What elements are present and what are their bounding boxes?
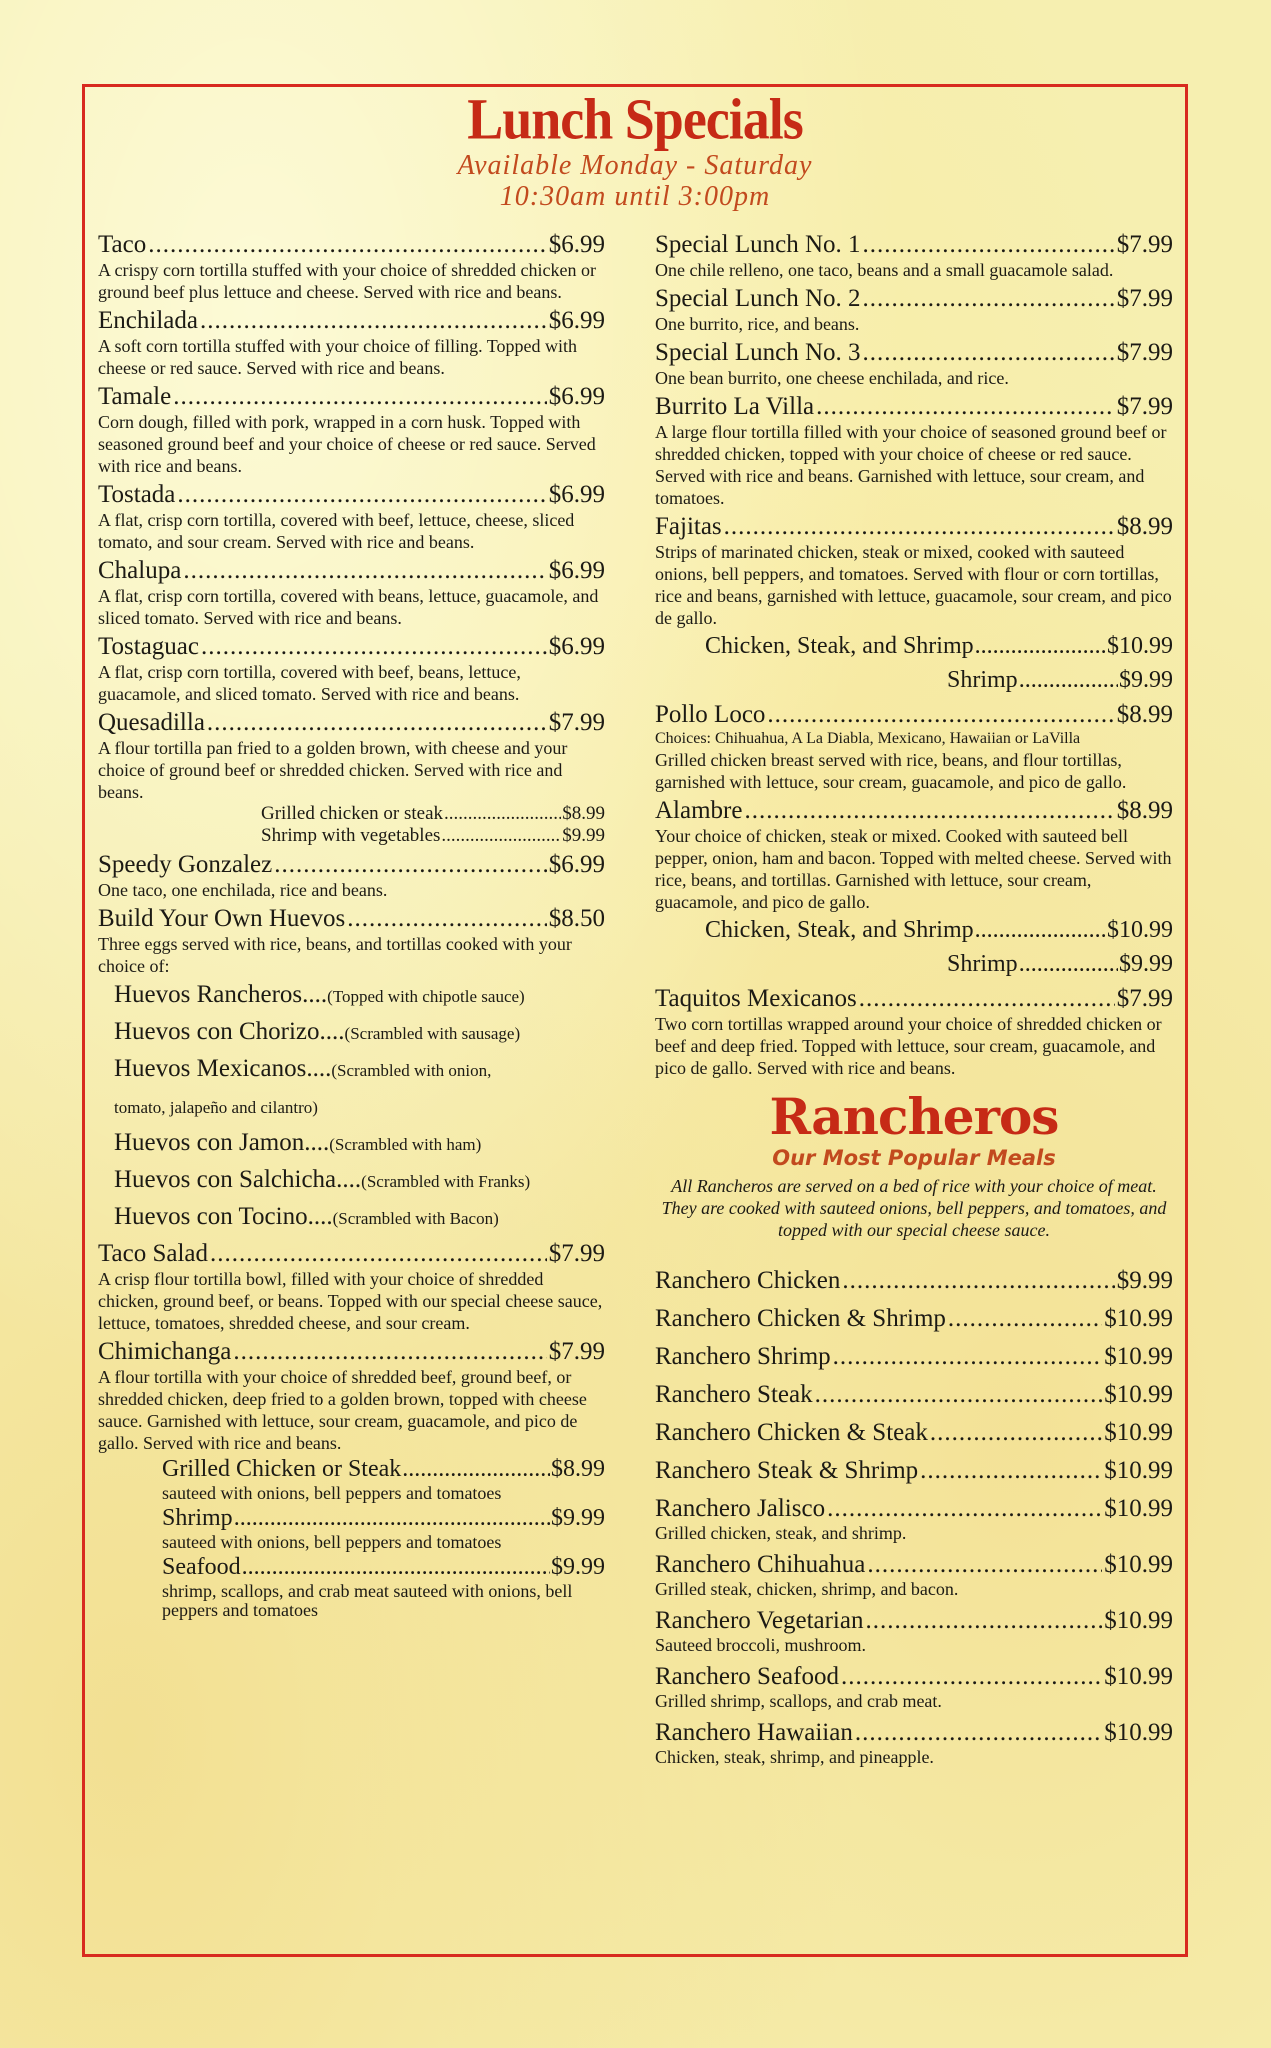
item-price: $10.99 (1104, 1719, 1173, 1746)
item-option (705, 629, 1173, 663)
item-name: Ranchero Chicken & Shrimp (655, 1305, 946, 1332)
ranchero-item (655, 1715, 1173, 1768)
item-option (162, 1503, 605, 1533)
item-price: $9.99 (1116, 1267, 1173, 1294)
menu-item (655, 284, 1173, 335)
huevos-option (114, 1088, 605, 1125)
item-description: Grilled chicken breast served with rice, beans, and flour tortillas, garnished with lettuce, sour cream, guacamole, and pico de gallo. (655, 750, 1127, 792)
item-description: Sauteed broccoli, mushroom. (655, 1635, 866, 1655)
item-name: Taco (98, 231, 147, 258)
item-description: One chile relleno, one taco, beans and a small guacamole salad. (655, 260, 1114, 280)
item-description: Corn dough, filled with pork, wrapped in a corn husk. Topped with seasoned ground beef and your choice of cheese or red sauce. Served with rice and beans. (98, 412, 596, 476)
option-price: $9.99 (1119, 951, 1173, 977)
item-price: $7.99 (1116, 393, 1173, 420)
item-price: $8.99 (1116, 797, 1173, 824)
item-name: Pollo Loco (655, 701, 766, 728)
ranchero-item (655, 1453, 1173, 1488)
item-name: Burrito La Villa (655, 393, 815, 420)
item-name: Tostaguac (98, 633, 199, 660)
item-option (705, 913, 1173, 947)
right-column (655, 230, 1173, 1771)
item-description: A soft corn tortilla stuffed with your choice of filling. Topped with cheese or red sauce. Served with rice and beans. (98, 336, 577, 378)
option-note: (Scrambled with sausage) (344, 1024, 521, 1043)
item-price: $6.99 (548, 851, 605, 878)
item-name: Ranchero Chicken & Steak (655, 1419, 928, 1446)
huevos-option (114, 1051, 605, 1088)
item-name: Alambre (655, 797, 743, 824)
section-tagline: Our Most Popular Meals (772, 1146, 1056, 1170)
item-name: Speedy Gonzalez (98, 851, 273, 878)
item-name: Build Your Own Huevos (98, 905, 346, 932)
item-description: Three eggs served with rice, beans, and tortillas cooked with your choice of: (98, 934, 572, 976)
item-description: One bean burrito, one cheese enchilada, and rice. (655, 368, 1009, 388)
item-price: $6.99 (548, 383, 605, 410)
section-intro: All Rancheros are served on a bed of rice with your choice of meat. They are cooked with sauteed onions, bell peppers, and tomatoes, and topped with our special cheese sauce. (661, 1176, 1167, 1240)
menu-item (98, 1337, 605, 1620)
item-name: Ranchero Hawaiian (655, 1719, 853, 1746)
option-description: sauteed with onions, bell peppers and tomatoes (162, 1483, 502, 1503)
item-description: A crisp flour tortilla bowl, filled with your choice of shredded chicken, ground beef, or beans. Topped with our special cheese sauce, lettuce, tomatoes, shredded cheese, and sour cream. (98, 1269, 603, 1333)
option-price: $9.99 (562, 825, 605, 846)
item-price: $8.99 (1116, 701, 1173, 728)
rancheros-list (655, 1263, 1173, 1768)
item-price: $10.99 (1104, 1607, 1173, 1634)
item-price: $7.99 (548, 709, 605, 736)
ranchero-item (655, 1377, 1173, 1412)
menu-item (98, 850, 605, 901)
item-name: Special Lunch No. 2 (655, 285, 861, 312)
item-price: $6.99 (548, 557, 605, 584)
item-description: Your choice of chicken, steak or mixed. Cooked with sauteed bell pepper, onion, ham and bacon. Topped with melted cheese. Served with rice, beans, and tortillas. Garnished with lettuce, sour cream, guacamole, and pico de gallo. (655, 826, 1172, 912)
item-name: Ranchero Chicken (655, 1267, 841, 1294)
option-name: Shrimp with vegetables (261, 825, 441, 846)
item-name: Ranchero Jalisco (655, 1495, 826, 1522)
huevos-option (114, 1014, 605, 1051)
item-name: Tostada (98, 481, 176, 508)
menu-item (98, 904, 605, 1236)
item-price: $7.99 (548, 1338, 605, 1365)
item-price: $7.99 (1116, 285, 1173, 312)
item-name: Ranchero Seafood (655, 1663, 839, 1690)
item-choices: Choices: Chihuahua, A La Diabla, Mexicano, Hawaiian or LaVilla (655, 730, 1081, 747)
item-description: Two corn tortillas wrapped around your choice of shredded chicken or beef and deep fried. Topped with lettuce, sour cream, guacamole, and pico de gallo. Served with rice and beans. (655, 1014, 1162, 1078)
item-name: Quesadilla (98, 709, 205, 736)
item-name: Chimichanga (98, 1338, 232, 1365)
option-description: shrimp, scallops, and crab meat sauteed with onions, bell peppers and tomatoes (162, 1581, 573, 1620)
option-name: Huevos con Salchicha.... (114, 1166, 362, 1193)
option-name: Grilled chicken or steak (261, 803, 444, 824)
menu-item (98, 1239, 605, 1334)
option-price: $8.99 (562, 803, 605, 824)
item-description: One burrito, rice, and beans. (655, 314, 860, 334)
item-price: $10.99 (1104, 1663, 1173, 1690)
item-description: A flat, crisp corn tortilla, covered with beef, beans, lettuce, guacamole, and sliced tomato. Served with rice and beans. (98, 662, 521, 704)
option-name: Shrimp (947, 951, 1018, 977)
option-price: $9.99 (551, 1505, 605, 1531)
item-name: Ranchero Steak (655, 1381, 813, 1408)
item-description: A flour tortilla with your choice of shredded beef, ground beef, or shredded chicken, deep fried to a golden brown, topped with cheese sauce. Garnished with lettuce, sour cream, guacamole, and pico de gallo. Served with rice and beans. (98, 1367, 587, 1453)
availability-days: Available Monday - Saturday (457, 150, 813, 181)
item-description: Chicken, steak, shrimp, and pineapple. (655, 1747, 934, 1767)
menu-item (98, 382, 605, 477)
rancheros-section-header (655, 1089, 1173, 1241)
option-note: (Topped with chipotle sauce) (327, 987, 525, 1006)
menu-item (98, 556, 605, 629)
option-price: $9.99 (551, 1554, 605, 1580)
item-name: Taco Salad (98, 1240, 209, 1267)
menu-item (98, 632, 605, 705)
item-price: $6.99 (548, 481, 605, 508)
option-price: $10.99 (1107, 917, 1173, 943)
menu-item (655, 392, 1173, 509)
ranchero-item (655, 1547, 1173, 1600)
option-name: Chicken, Steak, and Shrimp (705, 917, 974, 943)
item-price: $10.99 (1104, 1343, 1173, 1370)
option-note: (Scrambled with Franks) (361, 1172, 531, 1191)
item-description: A flat, crisp corn tortilla, covered with beef, lettuce, cheese, sliced tomato, and sour cream. Served with rice and beans. (98, 510, 575, 552)
item-name: Taquitos Mexicanos (655, 985, 857, 1012)
ranchero-item (655, 1415, 1173, 1450)
item-description: Grilled steak, chicken, shrimp, and bacon. (655, 1579, 959, 1599)
item-name: Chalupa (98, 557, 182, 584)
item-description: A flat, crisp corn tortilla, covered with beans, lettuce, guacamole, and sliced tomato. Served with rice and beans. (98, 586, 599, 628)
ranchero-item (655, 1301, 1173, 1336)
item-name: Ranchero Shrimp (655, 1343, 831, 1370)
menu-item (655, 796, 1173, 981)
menu-item (98, 480, 605, 553)
option-name: Grilled Chicken or Steak (162, 1456, 402, 1482)
huevos-option (114, 1162, 605, 1199)
item-price: $6.99 (548, 231, 605, 258)
left-column (98, 230, 605, 1623)
item-price: $10.99 (1104, 1419, 1173, 1446)
option-name: Huevos con Chorizo.... (114, 1018, 345, 1045)
option-price: $10.99 (1107, 633, 1173, 659)
ranchero-item (655, 1339, 1173, 1374)
item-option (162, 1552, 605, 1582)
option-name: Huevos con Jamon.... (114, 1129, 330, 1156)
item-option (162, 1454, 605, 1484)
ranchero-item (655, 1603, 1173, 1656)
menu-item (655, 338, 1173, 389)
item-name: Special Lunch No. 1 (655, 231, 861, 258)
item-description: A flour tortilla pan fried to a golden brown, with cheese and your choice of ground beef or shredded chicken. Served with rice and beans. (98, 738, 568, 802)
menu-item (655, 230, 1173, 281)
item-price: $8.99 (1116, 513, 1173, 540)
item-description: Strips of marinated chicken, steak or mixed, cooked with sauteed onions, bell peppers, and tomatoes. Served with flour or corn tortillas, rice and beans, garnished with lettuce, guacamole, sour cream, and pico de gallo. (655, 542, 1172, 628)
item-price: $8.50 (548, 905, 605, 932)
item-description: A large flour tortilla filled with your choice of seasoned ground beef or shredded chicken, topped with your choice of cheese or red sauce. Served with rice and beans. Garnished with lettuce, sour cream, and tomatoes. (655, 422, 1167, 508)
item-option (261, 803, 605, 825)
section-title: Rancheros (769, 1087, 1059, 1146)
item-price: $7.99 (1116, 985, 1173, 1012)
item-name: Enchilada (98, 307, 198, 334)
item-name: Ranchero Chihuahua (655, 1551, 866, 1578)
item-option (947, 663, 1173, 697)
item-price: $10.99 (1104, 1381, 1173, 1408)
option-name: Seafood (162, 1554, 241, 1580)
item-option (947, 947, 1173, 981)
menu-item (655, 700, 1173, 793)
option-note: (Scrambled with Bacon) (332, 1209, 499, 1228)
option-price: $9.99 (1119, 667, 1173, 693)
item-price: $10.99 (1104, 1495, 1173, 1522)
menu-item (655, 512, 1173, 697)
option-name: Shrimp (162, 1505, 233, 1531)
huevos-option (114, 1199, 605, 1236)
item-price: $7.99 (1116, 339, 1173, 366)
option-note: (Scrambled with onion, (331, 1061, 492, 1080)
item-price: $6.99 (548, 633, 605, 660)
item-name: Ranchero Steak & Shrimp (655, 1457, 919, 1484)
item-price: $7.99 (548, 1240, 605, 1267)
item-price: $6.99 (548, 307, 605, 334)
menu-header (82, 88, 1188, 212)
option-name: Huevos Rancheros.... (114, 981, 328, 1008)
option-price: $8.99 (551, 1456, 605, 1482)
huevos-option (114, 977, 605, 1014)
item-name: Fajitas (655, 513, 722, 540)
item-price: $7.99 (1116, 231, 1173, 258)
item-name: Special Lunch No. 3 (655, 339, 861, 366)
item-name: Tamale (98, 383, 172, 410)
menu-item (98, 230, 605, 303)
ranchero-item (655, 1263, 1173, 1298)
option-name: Shrimp (947, 667, 1018, 693)
item-description: Grilled chicken, steak, and shrimp. (655, 1523, 907, 1543)
menu-item (98, 708, 605, 847)
option-description: sauteed with onions, bell peppers and tomatoes (162, 1532, 502, 1552)
item-price: $10.99 (1104, 1551, 1173, 1578)
item-name: Ranchero Vegetarian (655, 1607, 864, 1634)
huevos-option (114, 1125, 605, 1162)
item-price: $10.99 (1104, 1457, 1173, 1484)
option-name: Chicken, Steak, and Shrimp (705, 633, 974, 659)
option-note: (Scrambled with ham) (329, 1135, 482, 1154)
option-name: Huevos Mexicanos.... (114, 1055, 332, 1082)
item-price: $10.99 (1104, 1305, 1173, 1332)
item-option (261, 825, 605, 847)
ranchero-item (655, 1491, 1173, 1544)
item-description: A crispy corn tortilla stuffed with your choice of shredded chicken or ground beef plus lettuce and cheese. Served with rice and beans. (98, 260, 597, 302)
menu-item (655, 984, 1173, 1079)
menu-item (98, 306, 605, 379)
item-description: One taco, one enchilada, rice and beans. (98, 880, 388, 900)
option-name: Huevos con Tocino.... (114, 1203, 333, 1230)
ranchero-item (655, 1659, 1173, 1712)
item-description: Grilled shrimp, scallops, and crab meat. (655, 1691, 942, 1711)
option-note: tomato, jalapeño and cilantro) (114, 1098, 318, 1117)
availability-hours: 10:30am until 3:00pm (499, 181, 771, 212)
page-title: Lunch Specials (467, 86, 803, 152)
